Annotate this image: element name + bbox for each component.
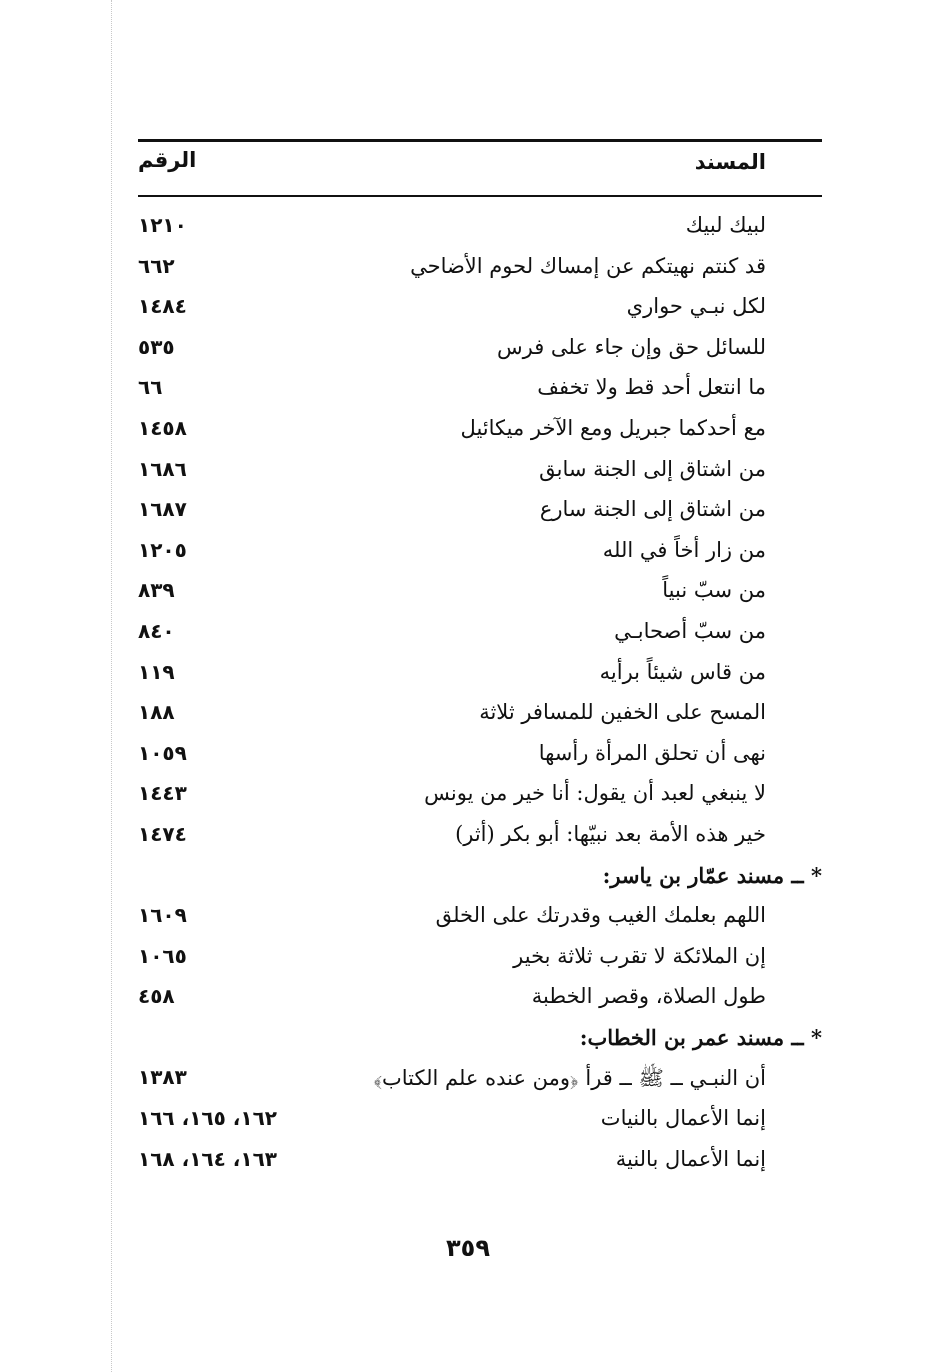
hadith-number: ١٤٤٣ — [138, 781, 187, 806]
column-heading-number: الرقم — [138, 148, 197, 172]
table-row — [138, 652, 822, 693]
hadith-number: ١٦٠٩ — [138, 903, 187, 928]
hadith-number: ١٦٢، ١٦٥، ١٦٦ — [138, 1106, 277, 1131]
index-page — [138, 0, 822, 1372]
table-row — [138, 936, 822, 977]
header-top-rule — [138, 139, 822, 142]
hadith-number: ١٤٧٤ — [138, 821, 187, 846]
hadith-text: من اشتاق إلى الجنة سابق — [539, 456, 766, 481]
table-row — [138, 1057, 822, 1098]
table-row — [138, 733, 822, 774]
hadith-text: ما انتعل أحد قط ولا تخفف — [537, 375, 766, 400]
margin-guide-line — [111, 0, 112, 1372]
hadith-number: ١٦٨٧ — [138, 497, 187, 522]
hadith-number: ١٢١٠ — [138, 213, 187, 237]
section-heading-text: * ــ مسند عمر بن الخطاب: — [579, 1024, 822, 1050]
hadith-number: ٤٥٨ — [138, 984, 175, 1009]
hadith-number: ٦٦ — [138, 375, 163, 400]
hadith-text: المسح على الخفين للمسافر ثلاثة — [479, 700, 766, 725]
hadith-number: ٥٣٥ — [138, 334, 175, 359]
table-row — [138, 205, 822, 246]
hadith-text: طول الصلاة، وقصر الخطبة — [531, 984, 766, 1009]
hadith-text: من اشتاق إلى الجنة سارع — [539, 497, 766, 522]
hadith-number: ١٦٨٦ — [138, 456, 187, 481]
table-row — [138, 408, 822, 449]
hadith-number: ١٠٦٥ — [138, 943, 187, 968]
section-heading-row — [138, 1017, 822, 1058]
hadith-number: ١٤٥٨ — [138, 415, 187, 440]
hadith-text: خير هذه الأمة بعد نبيّها: أبو بكر (أثر) — [455, 821, 766, 846]
table-row — [138, 692, 822, 733]
hadith-text: إنما الأعمال بالنيات — [600, 1106, 766, 1131]
table-row — [138, 530, 822, 571]
hadith-text: لا ينبغي لعبد أن يقول: أنا خير من يونس — [424, 781, 766, 806]
hadith-number: ١١٩ — [138, 659, 175, 684]
hadith-text: من زار أخاً في الله — [602, 537, 766, 562]
table-row — [138, 449, 822, 490]
section-heading-row — [138, 855, 822, 896]
table-row — [138, 773, 822, 814]
table-row — [138, 1139, 822, 1180]
table-row — [138, 976, 822, 1017]
hadith-number: ١٠٥٩ — [138, 740, 187, 765]
table-row — [138, 367, 822, 408]
hadith-text: اللهم بعلمك الغيب وقدرتك على الخلق — [435, 903, 766, 928]
hadith-text: نهى أن تحلق المرأة رأسها — [538, 740, 766, 765]
table-row — [138, 489, 822, 530]
table-row — [138, 814, 822, 855]
hadith-text: إن الملائكة لا تقرب ثلاثة بخير — [513, 943, 766, 968]
hadith-text: من سبّ نبياً — [662, 578, 766, 603]
hadith-text: لكل نبـي حواري — [626, 294, 766, 319]
hadith-text: مع أحدكما جبريل ومع الآخر ميكائيل — [460, 415, 766, 440]
page-number: ٣٥٩ — [446, 1234, 490, 1262]
hadith-text: أن النبـي ــ ﷺ ــ قرأ ﴿ومن عنده علم الكتاب﴾ — [373, 1066, 766, 1091]
hadith-number: ١٨٨ — [138, 700, 175, 725]
hadith-number: ٨٣٩ — [138, 578, 175, 603]
hadith-number: ١٣٨٣ — [138, 1065, 187, 1090]
hadith-text: للسائل حق وإن جاء على فرس — [496, 334, 766, 359]
table-row — [138, 246, 822, 287]
table-row — [138, 570, 822, 611]
hadith-number: ١٢٠٥ — [138, 537, 187, 562]
hadith-number: ١٤٨٤ — [138, 294, 187, 319]
table-row — [138, 895, 822, 936]
hadith-text: إنما الأعمال بالنية — [615, 1146, 766, 1171]
column-heading-musnad: المسند — [694, 150, 766, 174]
hadith-text: لبيك لبيك — [685, 213, 766, 237]
hadith-number: ١٦٣، ١٦٤، ١٦٨ — [138, 1146, 277, 1171]
table-row — [138, 611, 822, 652]
section-heading-text: * ــ مسند عمّار بن ياسر: — [602, 862, 822, 888]
hadith-number: ٨٤٠ — [138, 618, 175, 643]
header-bottom-rule — [138, 195, 822, 197]
table-row — [138, 1098, 822, 1139]
hadith-number: ٦٦٢ — [138, 253, 175, 278]
index-table — [138, 205, 822, 1179]
hadith-text: من قاس شيئاً برأيه — [599, 659, 766, 684]
hadith-text: قد كنتم نهيتكم عن إمساك لحوم الأضاحي — [410, 253, 766, 278]
table-row — [138, 286, 822, 327]
hadith-text: من سبّ أصحابـي — [614, 618, 766, 643]
table-row — [138, 327, 822, 368]
